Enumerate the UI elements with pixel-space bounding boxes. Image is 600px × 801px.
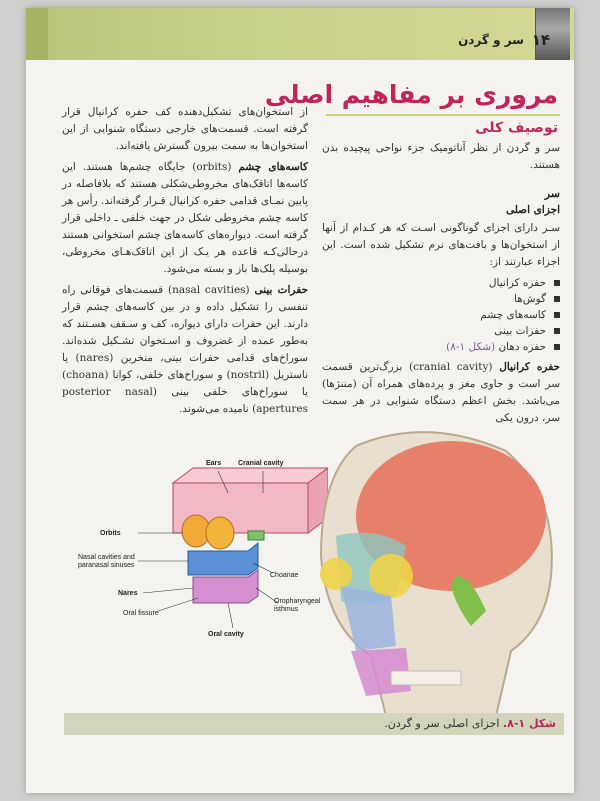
label-ears: Ears bbox=[206, 460, 222, 467]
label-oral-fissure: Oral fissure bbox=[123, 610, 159, 617]
head-heading: سر bbox=[544, 187, 560, 200]
figure-caption-bar bbox=[64, 713, 564, 735]
list-item: کاسه‌های چشم bbox=[322, 307, 560, 323]
orbits-text: (orbits) جایگاه چشم‌ها هستند. این کاسه‌ها اتاقک‌های مخروطی‌شکلی هستند که بلافاصله در پایین نمـای قدامی حفره کرانیال قـرار گرفته‌اند. رأس هر کاسه چشم مخروطی شکل در جهت خلفی ـ داخلی قرار گرفته است. دیواره‌های کاسه‌های چشم استخوانی هستند درحالی‌کـه قاعده هر یـک از این اتاقک‌هـای مخروطی، بوسیله پلک‌ها باز و بسته می‌شود. bbox=[62, 161, 308, 275]
list-item-text: حفره دهان bbox=[498, 341, 546, 353]
eye-shape bbox=[369, 554, 413, 598]
parts-list bbox=[322, 275, 560, 355]
skull-illustration bbox=[296, 426, 566, 718]
label-isthmus: isthmus bbox=[274, 606, 299, 613]
page-title: مروری بر مفاهیم اصلی bbox=[264, 80, 558, 109]
list-item: گوش‌ها bbox=[322, 291, 560, 307]
section-heading: توصیف کلی bbox=[475, 120, 558, 136]
page-number: ۱۴ bbox=[531, 31, 550, 49]
figure-caption bbox=[384, 717, 556, 730]
nasal-region bbox=[341, 586, 396, 651]
label-choanae: Choanae bbox=[270, 572, 299, 579]
cranial-text: (cranial cavity) بزرگ‌ترین قسمت سر است و حاوی مغز و پرده‌های همراه آن (مننژها) می‌باشد. بخش اعظم دستگاه شنوایی در هر سمت سر، درون یکی bbox=[322, 361, 560, 424]
parts-text: سـر دارای اجزای گوناگونی اسـت که هر کـدام از آنها از استخوان‌ها و بافت‌های نرم تشکیل شده است. این اجزاء عبارتند از: bbox=[322, 222, 560, 268]
label-cranial-cavity: Cranial cavity bbox=[238, 460, 284, 467]
book-page bbox=[26, 8, 574, 793]
head-compartments-diagram bbox=[78, 453, 328, 653]
title-underline bbox=[326, 114, 560, 116]
label-orbits: Orbits bbox=[100, 530, 121, 537]
ear-shape bbox=[248, 531, 264, 540]
left-paragraph-1: از استخوان‌های تشکیل‌دهنده کف حفره کرانیال قرار گرفته است. قسمت‌های خارجی دستگاه شنوایی از این استخوان‌ها به سمت بیرون گسترش یافته‌اند. bbox=[62, 106, 308, 152]
label-nasal-1: Nasal cavities and bbox=[78, 554, 135, 561]
label-nasal-2: paranasal sinuses bbox=[78, 562, 135, 569]
left-column bbox=[62, 104, 308, 422]
caption-label: شکل ۱-۸. bbox=[502, 717, 556, 730]
label-nares: Nares bbox=[118, 590, 138, 597]
teeth bbox=[391, 671, 461, 685]
cranial-term: حفره کرانیال bbox=[499, 361, 560, 373]
eye-left-shape bbox=[320, 558, 352, 590]
intro-text: سر و گردن از نظر آناتومیک جزء نواحی پیچیده بدن هستند. bbox=[322, 142, 560, 171]
nasal-term: حفرات بینی bbox=[254, 284, 309, 296]
caption-text: اجزای اصلی سر و گردن. bbox=[384, 717, 503, 730]
label-oral-cavity: Oral cavity bbox=[208, 631, 244, 638]
figure-reference-link[interactable]: (شکل ۱-۸) bbox=[446, 341, 496, 353]
orbits-paragraph bbox=[62, 159, 308, 278]
list-item: حفرات بینی bbox=[322, 323, 560, 339]
list-item: حفره کرانیال bbox=[322, 275, 560, 291]
running-header bbox=[60, 31, 550, 53]
orbit-right-shape bbox=[206, 517, 234, 549]
cranial-paragraph bbox=[322, 359, 560, 427]
orbits-term: کاسه‌های چشم bbox=[238, 161, 308, 173]
label-oropharyngeal: Oropharyngeal bbox=[274, 598, 321, 605]
chapter-title: سر و گردن bbox=[458, 33, 524, 47]
nasal-text: (nasal cavities) قسمت‌های فوقانی راه تنفسی را تشکیل داده و در بین کاسه‌های چشم قرار دارند. این حفرات دارای دیواره، کف و سـقف هسـتند که به‌طور عمده از غضروف و اسـتخوان تشـکیل شده‌اند. سوراخ‌های قدامی حفرات بینی، منخرین (nares) یا ناستریل (nostril) و سوراخ‌های خلفی، کوانا (choana) یا سوراخ‌های خلفی بینی (posterior nasal apertures) نامیده می‌شوند. bbox=[62, 284, 308, 415]
corner-tab bbox=[26, 8, 48, 60]
list-item bbox=[322, 339, 560, 355]
nasal-paragraph bbox=[62, 282, 308, 418]
parts-heading: اجزای اصلی bbox=[505, 204, 560, 216]
right-column bbox=[322, 140, 560, 431]
